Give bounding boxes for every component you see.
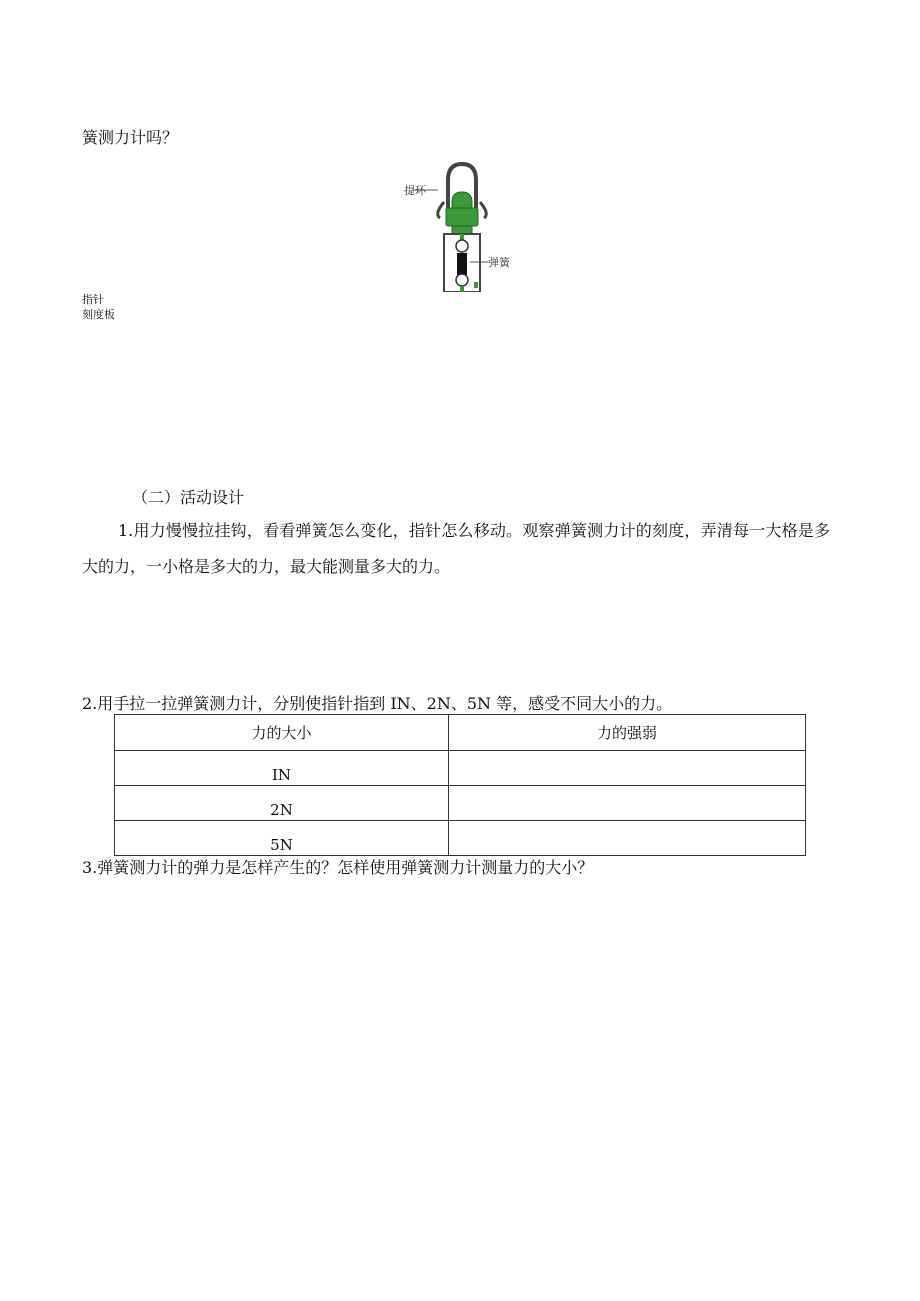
table-row xyxy=(115,786,806,821)
intro-text: 簧测力计吗？ xyxy=(82,128,179,147)
header-force-size: 力的大小 xyxy=(115,715,449,751)
table-cell-strength[interactable] xyxy=(449,751,806,786)
upper-ring xyxy=(456,240,468,252)
label-pointer: 指针 xyxy=(82,293,104,306)
activity-item-1-text: 1.用力慢慢拉挂钩，看看弹簧怎么变化，指针怎么移动。观察弹簧测力计的刻度，弄清每一大格是多大的力，一小格是多大的力，最大能测量多大的力。 xyxy=(82,521,830,576)
label-ring: 提环 xyxy=(404,184,426,197)
activity-item-2: 2.用手拉一拉弹簧测力计，分别使指针指到 IN、2N、5N 等，感受不同大小的力。 xyxy=(82,694,673,713)
table-header-row xyxy=(115,715,806,751)
activity-item-1 xyxy=(82,513,830,585)
activity-item-3: 3.弹簧测力计的弹力是怎样产生的？怎样使用弹簧测力计测量力的大小？ xyxy=(82,858,594,877)
cap-neck xyxy=(452,226,472,234)
spring-scale-figure xyxy=(398,158,528,292)
spring xyxy=(457,253,467,275)
spring-scale-illustration xyxy=(398,158,528,292)
cell-size-text: 5N xyxy=(270,836,293,854)
clip-right xyxy=(480,202,486,218)
label-scale-board: 刻度板 xyxy=(82,308,115,321)
scale-mark xyxy=(474,282,478,288)
table-cell-strength[interactable] xyxy=(449,786,806,821)
section-heading: （二）活动设计 xyxy=(132,488,245,507)
label-spring: 弹簧 xyxy=(488,256,510,269)
cap-body xyxy=(446,208,478,226)
clip-left xyxy=(438,202,444,218)
table-row xyxy=(115,821,806,856)
cell-size-text: IN xyxy=(271,766,292,784)
header-force-strength: 力的强弱 xyxy=(449,715,806,751)
lower-ring xyxy=(456,274,468,286)
table-cell-size xyxy=(115,821,449,856)
table-cell-strength[interactable] xyxy=(449,821,806,856)
table-row xyxy=(115,751,806,786)
force-table xyxy=(114,714,806,856)
table-cell-size xyxy=(115,751,449,786)
cap-top xyxy=(452,192,472,208)
table-cell-size xyxy=(115,786,449,821)
cell-size-text: 2N xyxy=(270,801,293,819)
